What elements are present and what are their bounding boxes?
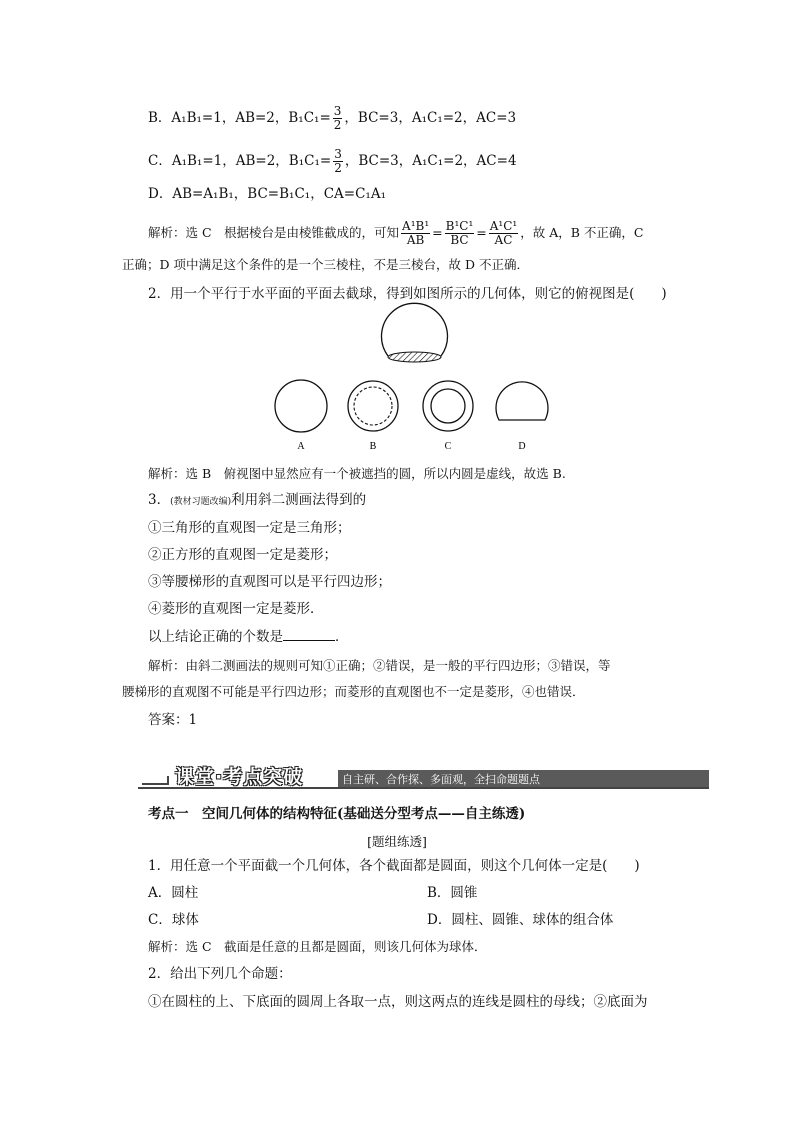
banner-corner-mark	[142, 776, 168, 784]
banner-subtitle: 自主研、合作探、多面观，全扫命题题点	[342, 773, 540, 786]
figure-label-d: D	[518, 441, 526, 452]
fraction-denominator: 2	[334, 161, 342, 175]
q3-question	[148, 628, 349, 646]
q3-solution-line1: 解析：由斜二测画法的规则可知①正确；②错误，是一般的平行四边形；③错误，等	[148, 658, 611, 673]
option-d-truncated-circle	[496, 382, 548, 420]
figure-label-a: A	[297, 441, 305, 452]
option-a-circle	[275, 380, 327, 432]
option-c-part1: A₁B₁=1，AB=2，B₁C₁=	[171, 153, 332, 169]
option-b-outer-circle	[348, 381, 398, 431]
figure-label-c: C	[444, 441, 452, 452]
fraction-numerator: B¹C¹	[445, 219, 474, 233]
prev-solution-suffix: ，故 A，B 不正确，C	[520, 225, 644, 240]
prev-solution-line2: 正确；D 项中满足这个条件的是一个三棱柱，不是三棱台，故 D 不正确．	[122, 257, 529, 272]
q3-stem-text: 利用斜二测画法得到的	[231, 492, 367, 508]
q3-question-end: ．	[335, 629, 349, 645]
fraction-denominator: 2	[333, 118, 342, 132]
fraction-denominator: AB	[406, 233, 425, 247]
q3-answer: 答案：1	[148, 712, 198, 728]
q3-source-tag: (教材习题改编)	[170, 497, 232, 507]
option-d-text: AB=A₁B₁，BC=B₁C₁，CA=C₁A₁	[172, 186, 386, 202]
option-d-letter: D．	[148, 186, 173, 202]
q3-question-text: 以上结论正确的个数是	[148, 629, 283, 645]
banner-title: 课堂·考点突破	[175, 766, 304, 788]
option-b-part2: ，BC=3，A₁C₁=2，AC=3	[344, 110, 517, 126]
q3-solution-line2: 腰梯形的直观图不可能是平行四边形；而菱形的直观图也不一定是菱形，④也错误．	[122, 684, 585, 699]
answer-blank	[283, 628, 335, 641]
p1-option-b: B．圆锥	[427, 885, 478, 901]
q3-stem	[148, 491, 366, 511]
prev-solution-line1: 解析：选 C 根据棱台是由棱锥截成的，可知 $\frac{\text{A¹B¹}}{AB}$ = $\frac{\text{B¹C¹}}{BC}$ = $\frac{\text{A¹C¹}}{AC}$ ，故 A，B 不正确，C	[148, 219, 644, 247]
fraction-denominator: AC	[494, 233, 513, 247]
q3-item-2: ②正方形的直观图一定是菱形；	[148, 547, 337, 563]
p2-text: 2．给出下列几个命题：	[148, 966, 292, 982]
sphere-figure	[0, 0, 794, 470]
group-label: [题组练透]	[367, 834, 427, 849]
figure-label-b: B	[369, 441, 377, 452]
q2-solution: 解析：选 B 俯视图中显然应有一个被遮挡的圆，所以内圆是虚线，故选 B.	[148, 466, 566, 481]
q2-text: 2．用一个平行于水平面的平面去截球，得到如图所示的几何体，则它的俯视图是( )	[148, 286, 667, 302]
p1-option-a: A．圆柱	[148, 885, 199, 901]
p2-line2: ①在圆柱的上、下底面的圆周上各取一点，则这两点的连线是圆柱的母线；②底面为	[148, 994, 648, 1010]
q3-item-3: ③等腰梯形的直观图可以是平行四边形；	[148, 574, 391, 590]
section-heading: 考点一 空间几何体的结构特征(基础送分型考点——自主练透)	[148, 806, 526, 822]
prev-solution-prefix: 解析：选 C 根据棱台是由棱锥截成的，可知	[148, 225, 400, 240]
fraction-numerator: A¹B¹	[402, 219, 430, 233]
q3-item-4: ④菱形的直观图一定是菱形．	[148, 601, 324, 617]
p1-solution: 解析：选 C 截面是任意的且都是圆面，则该几何体为球体．	[148, 939, 487, 954]
fraction-denominator: BC	[450, 233, 469, 247]
option-b-dashed-circle	[354, 387, 392, 425]
q3-item-1: ①三角形的直观图一定是三角形；	[148, 520, 351, 536]
fraction-numerator: A¹C¹	[489, 219, 518, 233]
option-c-part2: ，BC=3，A₁C₁=2，AC=4	[344, 153, 517, 169]
fraction-numerator: 3	[333, 104, 342, 118]
p1-text: 1．用任意一个平面截一个几何体，各个截面都是圆面，则这个几何体一定是( )	[148, 858, 640, 874]
q3-number: 3．	[148, 492, 171, 508]
option-b-letter: B．	[148, 110, 172, 126]
p1-option-d: D．圆柱、圆锥、球体的组合体	[427, 912, 614, 928]
truncated-sphere	[381, 303, 447, 362]
p1-option-c: C．球体	[148, 912, 199, 928]
option-c-letter: C．	[148, 153, 172, 169]
option-b-part1: A₁B₁=1，AB=2，B₁C₁=	[171, 110, 331, 126]
option-c-inner-circle	[431, 389, 465, 423]
fraction-numerator: 3	[334, 147, 342, 161]
